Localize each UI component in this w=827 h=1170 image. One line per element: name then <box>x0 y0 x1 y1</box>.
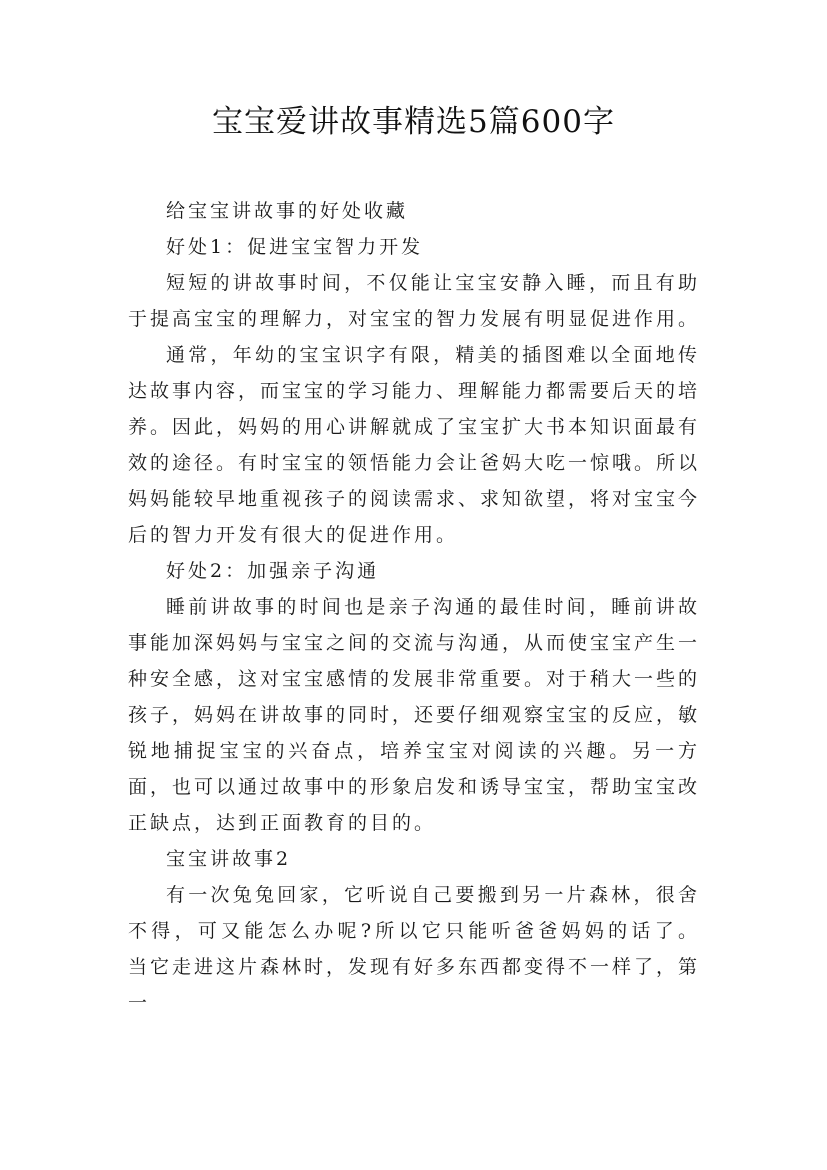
paragraph: 有一次兔兔回家，它听说自己要搬到另一片森林，很舍不得，可又能怎么办呢?所以它只能听爸爸妈妈的话了。 当它走进这片森林时，发现有好多东西都变得不一样了，第一 <box>128 884 701 1014</box>
paragraph-benefit-2-heading: 好处2：加强亲子沟通 <box>166 560 380 582</box>
document-title: 宝宝爱讲故事精选5篇600字 <box>212 104 615 140</box>
document-body <box>128 193 700 1021</box>
paragraph: 通常，年幼的宝宝识字有限，精美的插图难以全面地传达故事内容，而宝宝的学习能力、理解能力都需要后天的培养。因此，妈妈的用心讲解就成了宝宝扩大书本知识面最有效的途径。有时宝宝的领悟能力会让爸妈大吃一惊哦。所以妈妈能较早地重视孩子的阅读需求、求知欲望，将对宝宝今后的智力开发有很大的促进作用。 <box>128 344 701 546</box>
paragraph-story-heading: 宝宝讲故事2 <box>166 848 292 870</box>
paragraph: 睡前讲故事的时间也是亲子沟通的最佳时间，睡前讲故事能加深妈妈与宝宝之间的交流与沟通，从而使宝宝产生一种安全感，这对宝宝感情的发展非常重要。对于稍大一些的孩子，妈妈在讲故事的同时，还要仔细观察宝宝的反应，敏锐地捕捉宝宝的兴奋点，培养宝宝对阅读的兴趣。另一方面，也可以通过故事中的形象启发和诱导宝宝，帮助宝宝改正缺点，达到正面教育的目的。 <box>128 596 701 834</box>
paragraph-section-heading: 给宝宝讲故事的好处收藏 <box>166 200 409 222</box>
paragraph: 短短的讲故事时间，不仅能让宝宝安静入睡，而且有助于提高宝宝的理解力，对宝宝的智力发展有明显促进作用。 <box>128 272 701 330</box>
paragraph-benefit-1-heading: 好处1：促进宝宝智力开发 <box>166 236 424 258</box>
